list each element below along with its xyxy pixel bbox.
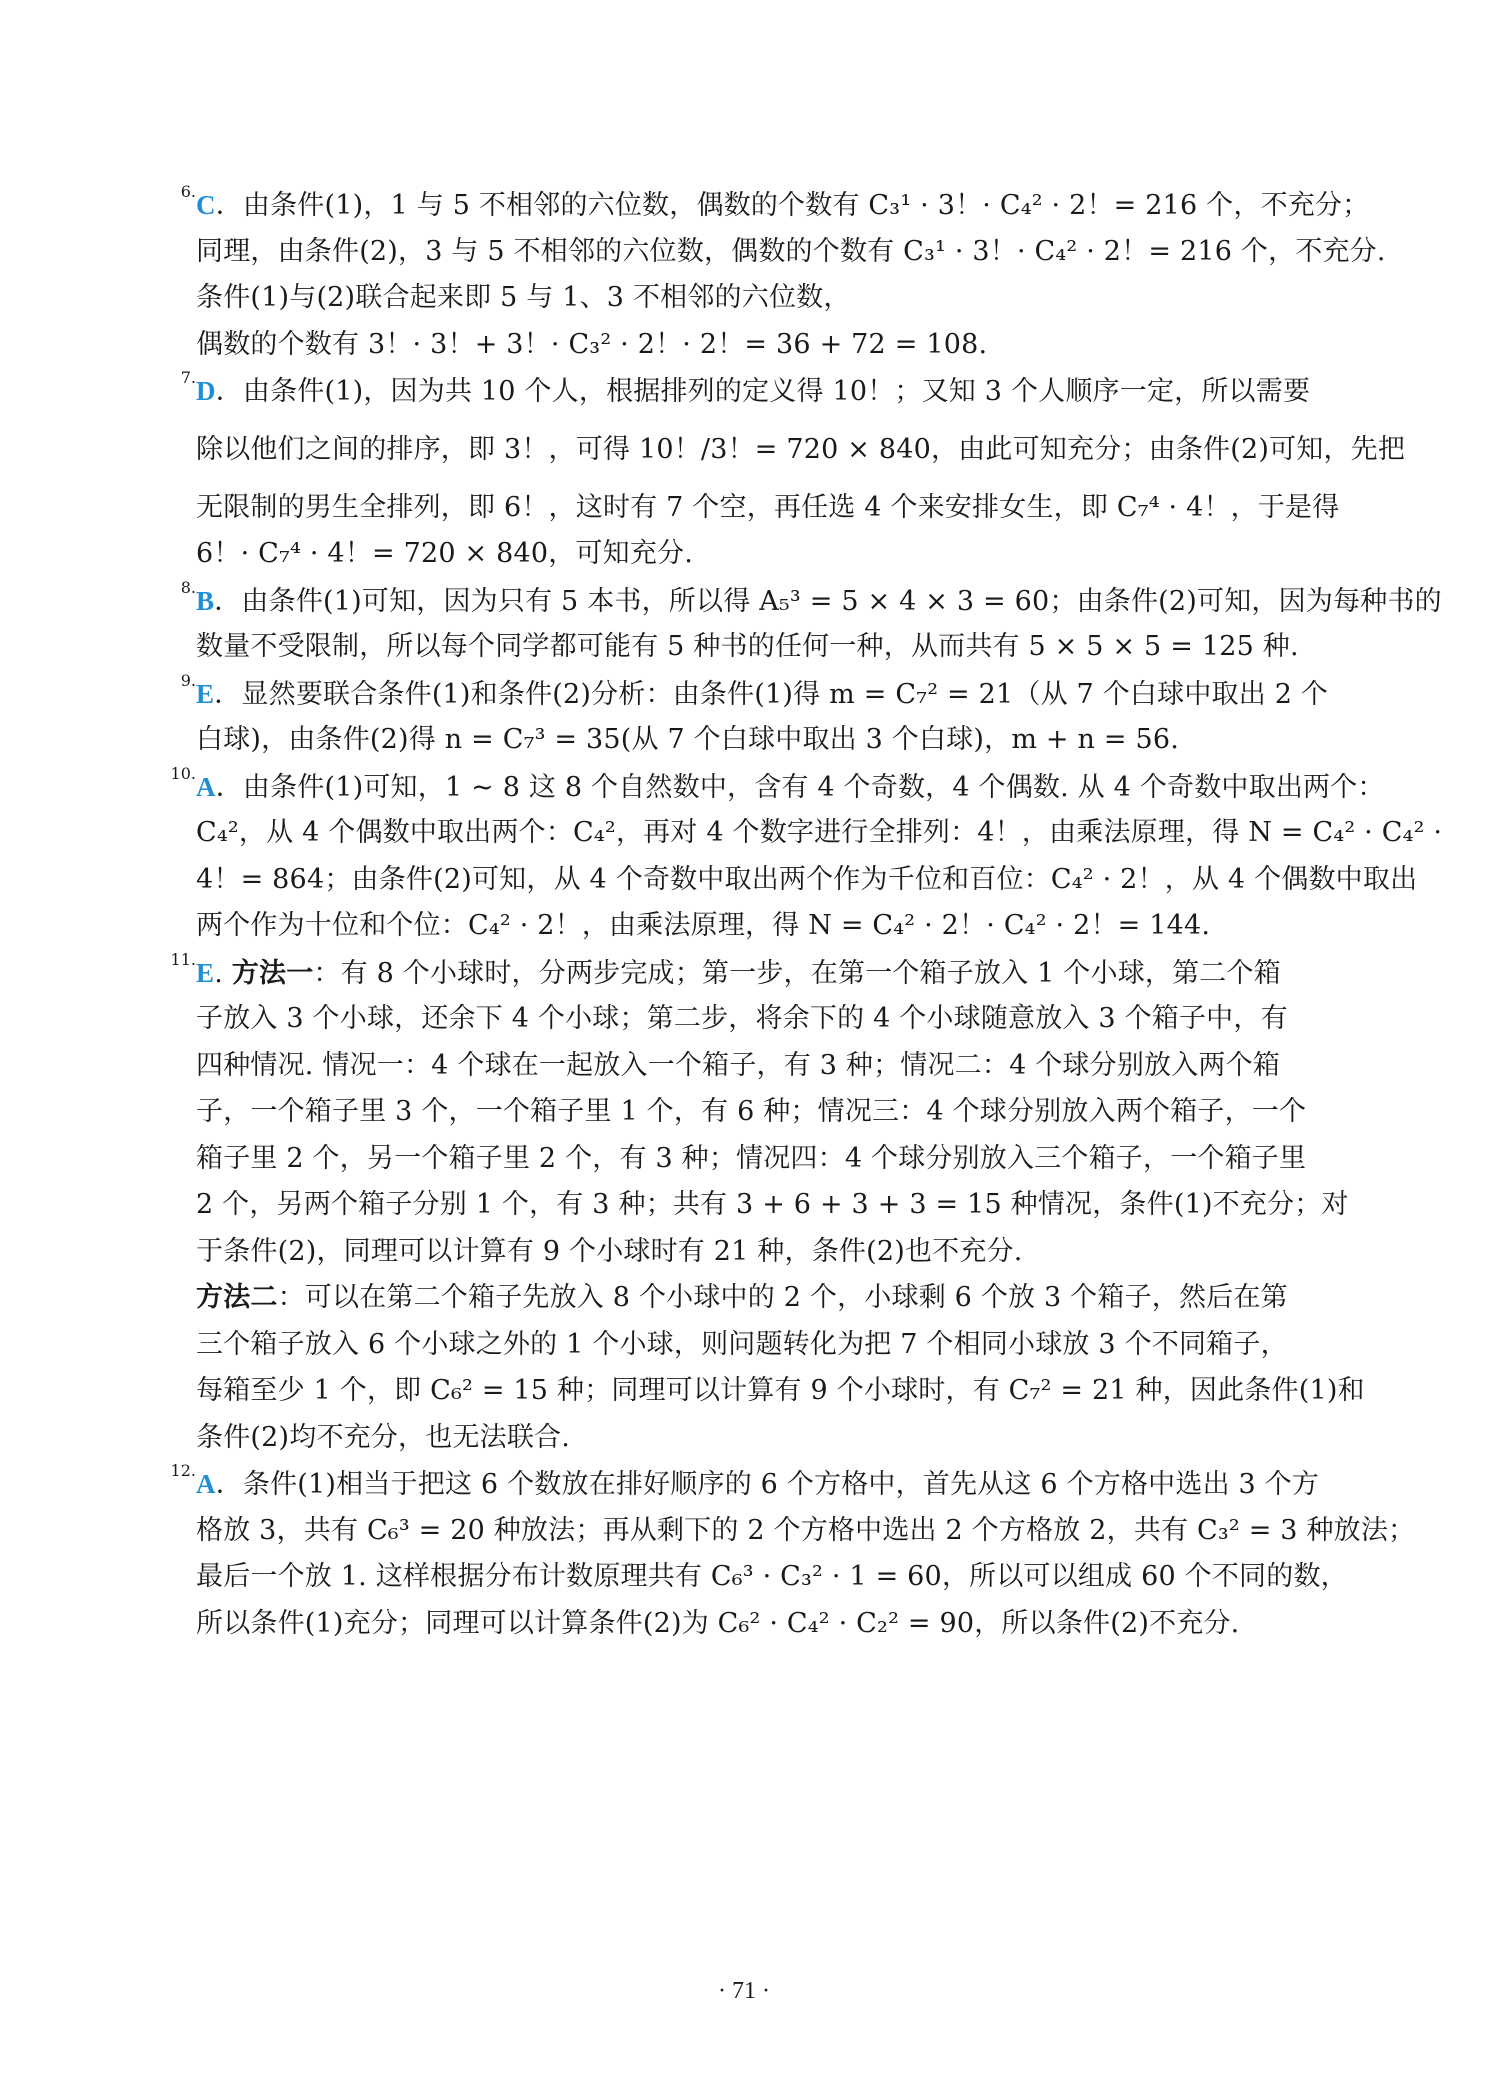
item-number: 9.	[180, 670, 196, 690]
item-line: 格放 3，共有 C₆³ = 20 种放法；再从剩下的 2 个方格中选出 2 个方格放 2，共有 C₃² = 3 种放法；	[196, 1514, 1416, 1546]
item-line: 2 个，另两个箱子分别 1 个，有 3 种；共有 3 + 6 + 3 + 3 = 15 种情况，条件(1)不充分；对	[196, 1189, 1349, 1220]
method-two-label: 方法二	[196, 1282, 278, 1313]
answer-letter: A	[196, 1469, 216, 1499]
answer-letter: A	[196, 771, 216, 802]
item-text: ．由条件(1)，因为共 10 个人，根据排列的定义得 10！；又知 3 个人顺序一定，所以需要	[215, 376, 1311, 407]
answer-list	[150, 182, 1443, 1647]
answer-letter: E	[196, 678, 215, 709]
item-line: 四种情况. 情况一：4 个球在一起放入一个箱子，有 3 种；情况二：4 个球分别放入两个箱	[196, 1049, 1281, 1081]
answer-item-12	[150, 1461, 1416, 1647]
item-line: 条件(1)与(2)联合起来即 5 与 1、3 不相邻的六位数，	[196, 282, 851, 313]
item-number: 10.	[170, 763, 196, 783]
item-text: ：有 8 个小球时，分两步完成；第一步，在第一个箱子放入 1 个小球，第二个箱	[313, 957, 1281, 989]
answer-item-11	[150, 950, 1370, 1462]
item-line: 无限制的男生全排列，即 6！，这时有 7 个空，再任选 4 个来安排女生，即 C₇⁴ · 4！，于是得	[196, 491, 1340, 523]
answer-letter: B	[196, 585, 215, 616]
item-line: 所以条件(1)充分；同理可以计算条件(2)为 C₆² · C₄² · C₂² = 90，所以条件(2)不充分.	[196, 1607, 1240, 1639]
answer-letter: E	[196, 957, 215, 988]
item-line	[196, 578, 1442, 625]
item-line: 偶数的个数有 3！· 3！+ 3！· C₃² · 2！· 2！= 36 + 72 = 108.	[196, 328, 988, 360]
item-number: 7.	[180, 368, 196, 387]
item-line: 同理，由条件(2)，3 与 5 不相邻的六位数，偶数的个数有 C₃¹ · 3！· C₄² · 2！= 216 个，不充分.	[196, 235, 1386, 267]
item-line: 白球)，由条件(2)得 n = C₇³ = 35(从 7 个白球中取出 3 个白球)，m + n = 56.	[196, 724, 1180, 755]
page-number: · 71 ·	[718, 1978, 770, 2004]
item-number: 8.	[180, 577, 196, 597]
item-line: 4！= 864；由条件(2)可知，从 4 个奇数中取出两个作为千位和百位：C₄² · 2！，从 4 个偶数中取出	[196, 863, 1418, 895]
answer-item-10	[150, 763, 1443, 950]
item-text: ．由条件(1)可知，1 ~ 8 这 8 个自然数中，含有 4 个奇数，4 个偶数. 从 4 个奇数中取出两个：	[215, 771, 1385, 803]
answer-item-7	[150, 368, 1406, 578]
item-line: 最后一个放 1. 这样根据分布计数原理共有 C₆³ · C₃² · 1 = 60，所以可以组成 60 个不同的数，	[196, 1561, 1348, 1592]
answer-letter: C	[196, 190, 216, 220]
item-line: 于条件(2)，同理可以计算有 9 个小球时有 21 种，条件(2)也不充分.	[196, 1235, 1023, 1267]
item-line	[196, 182, 1370, 229]
item-line: 每箱至少 1 个，即 C₆² = 15 种；同理可以计算有 9 个小球时，有 C₇² = 21 种，因此条件(1)和	[196, 1375, 1365, 1406]
item-line: 除以他们之间的排序，即 3！，可得 10！/3！= 720 × 840，由此可知充分；由条件(2)可知，先把	[196, 433, 1406, 465]
item-line: 三个箱子放入 6 个小球之外的 1 个小球，则问题转化为把 7 个相同小球放 3 个不同箱子，	[196, 1328, 1288, 1360]
answer-item-6	[150, 182, 1386, 368]
item-text: ．由条件(1)可知，因为只有 5 本书，所以得 A₅³ = 5 × 4 × 3 = 60；由条件(2)可知，因为每种书的	[214, 585, 1442, 617]
item-line	[196, 671, 1370, 718]
item-line	[196, 1461, 1370, 1508]
item-text: ．由条件(1)，1 与 5 不相邻的六位数，偶数的个数有 C₃¹ · 3！· C₄² · 2！= 216 个，不充分；	[215, 190, 1370, 221]
item-line: 子放入 3 个小球，还余下 4 个小球；第二步，将余下的 4 个小球随意放入 3 个箱子中，有	[196, 1003, 1288, 1034]
item-line: C₄²，从 4 个偶数中取出两个：C₄²，再对 4 个数字进行全排列：4！，由乘法原理，得 N = C₄² · C₄² ·	[196, 817, 1443, 848]
item-line: 两个作为十位和个位：C₄² · 2！，由乘法原理，得 N = C₄² · 2！· C₄² · 2！= 144.	[196, 910, 1211, 941]
item-line: 数量不受限制，所以每个同学都可能有 5 种书的任何一种，从而共有 5 × 5 × 5 = 125 种.	[196, 631, 1299, 662]
item-line	[196, 368, 1370, 415]
item-line: E. 方法一：有 8 个小球时，分两步完成；第一步，在第一个箱子放入 1 个小球，第二个箱	[196, 957, 1281, 989]
item-line: 条件(2)均不充分，也无法联合.	[196, 1421, 571, 1453]
item-text: ．条件(1)相当于把这 6 个数放在排好顺序的 6 个方格中，首先从这 6 个方格中选出 3 个方	[215, 1469, 1320, 1500]
answer-item-8	[150, 577, 1442, 671]
item-line: 箱子里 2 个，另一个箱子里 2 个，有 3 种；情况四：4 个球分别放入三个箱子，一个箱子里	[196, 1142, 1307, 1174]
item-line	[196, 764, 1385, 811]
answer-letter: D	[196, 376, 216, 406]
item-number: 6.	[180, 182, 196, 201]
item-line	[196, 1275, 1370, 1322]
item-number: 12.	[170, 1461, 196, 1480]
item-number: 11.	[170, 949, 196, 969]
item-line: 6！· C₇⁴ · 4！= 720 × 840，可知充分.	[196, 538, 694, 569]
item-text: ：可以在第二个箱子先放入 8 个小球中的 2 个，小球剩 6 个放 3 个箱子，然后在第	[277, 1282, 1288, 1313]
item-text: ．显然要联合条件(1)和条件(2)分析：由条件(1)得 m = C₇² = 21（从 7 个白球中取出 2 个	[214, 678, 1329, 710]
method-one-label: 方法一	[231, 957, 314, 989]
answer-item-9	[150, 671, 1370, 764]
item-line: 子，一个箱子里 3 个，一个箱子里 1 个，有 6 种；情况三：4 个球分别放入两个箱子，一个	[196, 1096, 1307, 1127]
